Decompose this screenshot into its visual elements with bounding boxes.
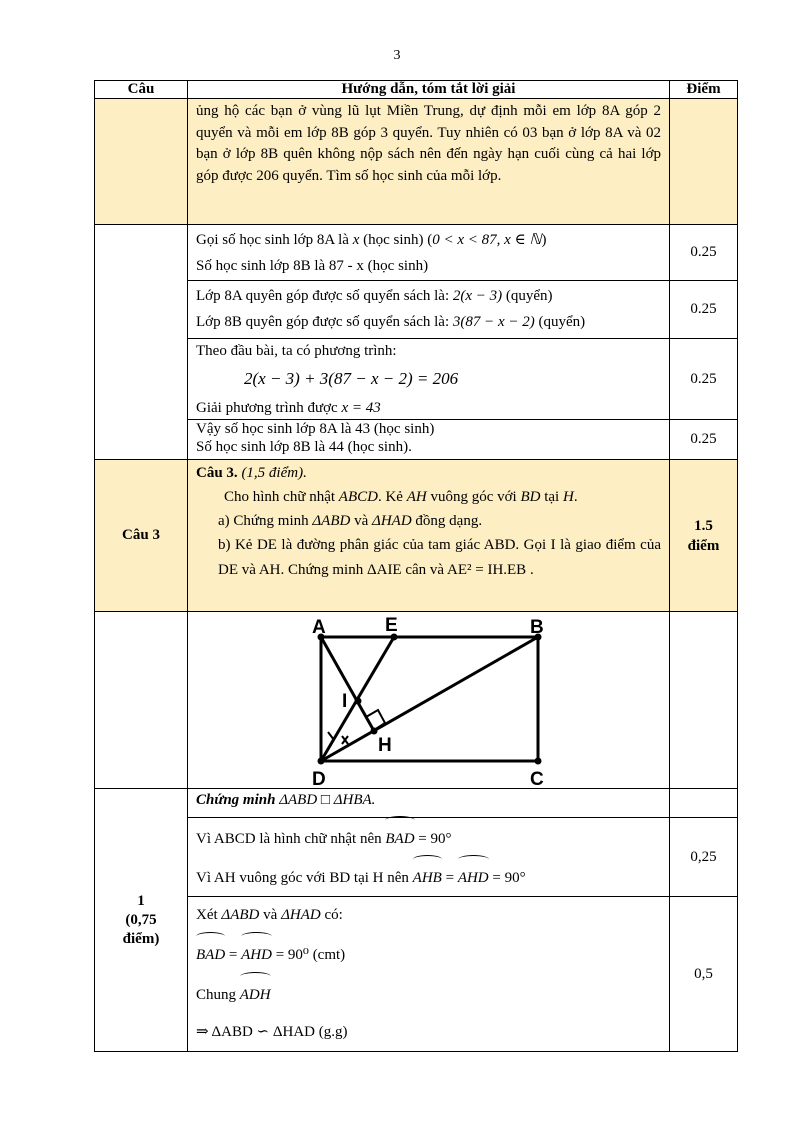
perpendicular-angle-line: Vì AH vuông góc với BD tại H nên AHB = AHD = 90° <box>196 857 661 896</box>
consider-triangles-line: Xét ΔABD và ΔHAD có: <box>196 907 343 923</box>
intro-text: ủng hộ các bạn ở vùng lũ lụt Miền Trung, dự định mỗi em lớp 8A góp 2 quyển và mỗi em lớp 8B góp 3 quyển. Tuy nhiên có 03 bạn ở lớp 8A và 02 bạn ở lớp 8B quên không nộp sách nên đến ngày hạn cuối cùng cả hai lớp góp được 206 quyển. Tìm số học sinh của mỗi lớp. <box>188 99 670 225</box>
point-d <box>318 758 325 765</box>
question-3-title: Câu 3. (1,5 điểm). <box>196 465 307 481</box>
common-angle-line: Chung ADH <box>196 974 661 1014</box>
books-8b-line: Lớp 8B quyên góp được số quyển sách là: 3(87 − x − 2) (quyển) <box>196 314 586 330</box>
part-1-step-a <box>95 818 738 897</box>
angle-tick-1 <box>328 732 334 740</box>
rectangle-angle-line: Vì ABCD là hình chữ nhật nên BAD = 90° <box>196 818 661 857</box>
equal-angles-line: BAD = AHD = 90⁰ (cmt) <box>196 934 661 974</box>
label-a: A <box>312 617 326 638</box>
solution-table <box>94 80 738 1052</box>
score-cell: 0,25 <box>670 818 738 897</box>
diagonal-bd <box>321 637 538 761</box>
label-e: E <box>385 615 398 636</box>
point-c <box>535 758 542 765</box>
equation: 2(x − 3) + 3(87 − x − 2) = 206 <box>244 369 459 388</box>
question-3-label: Câu 3 <box>95 460 188 612</box>
solution-row-4 <box>95 420 738 460</box>
score-cell: 0.25 <box>670 281 738 339</box>
question-3-statement: Cho hình chữ nhật ABCD. Kẻ AH vuông góc với BD tại H. <box>224 489 578 505</box>
equation-intro: Theo đầu bài, ta có phương trình: <box>196 343 397 359</box>
label-d: D <box>312 769 326 788</box>
point-i <box>355 698 362 705</box>
part-1-label: 1 (0,75 điểm) <box>95 789 188 1052</box>
question-3-part-a: a) Chứng minh ΔABD và ΔHAD đồng dạng. <box>218 513 483 529</box>
figure-row <box>95 612 738 789</box>
header-cau: Câu <box>95 81 188 99</box>
page-number: 3 <box>393 48 401 63</box>
header-huong-dan: Hướng dẫn, tóm tắt lời giải <box>188 81 670 99</box>
score-cell: 0.25 <box>670 225 738 281</box>
class-8b-line: Số học sinh lớp 8B là 87 - x (học sinh) <box>196 258 429 274</box>
label-i: I <box>342 691 348 712</box>
point-h <box>371 728 378 735</box>
let-variable-line: Gọi số học sinh lớp 8A là x (học sinh) (0 < x < 87, x ∈ ℕ) <box>196 232 547 248</box>
part-1-heading: Chứng minh ΔABD □ ΔHBA. <box>188 789 670 818</box>
header-diem: Điểm <box>670 81 738 99</box>
score-cell: 0,5 <box>670 897 738 1052</box>
equation-solution: Giải phương trình được x = 43 <box>196 400 381 416</box>
solution-row-2 <box>95 281 738 339</box>
answer-8b: Số học sinh lớp 8B là 44 (học sinh). <box>196 439 412 455</box>
solution-row-1 <box>95 225 738 281</box>
score-cell: 0.25 <box>670 339 738 420</box>
question-3-part-b: b) Kẻ DE là đường phân giác của tam giác ABD. Gọi I là giao điểm của DE và AH. Chứng minh ΔAIE cân và AE² = IH.EB . <box>218 537 661 578</box>
part-1-step-b <box>95 897 738 1052</box>
answer-8a: Vậy số học sinh lớp 8A là 43 (học sinh) <box>196 421 435 437</box>
question-3-score: 1.5 điểm <box>670 460 738 612</box>
table-header <box>95 81 738 99</box>
geometry-figure <box>188 612 670 788</box>
label-b: B <box>530 617 544 638</box>
label-c: C <box>530 769 544 788</box>
label-h: H <box>378 735 392 756</box>
solution-row-3 <box>95 339 738 420</box>
part-1-heading-row <box>95 789 738 818</box>
books-8a-line: Lớp 8A quyên góp được số quyển sách là: 2(x − 3) (quyển) <box>196 288 553 304</box>
score-cell: 0.25 <box>670 420 738 460</box>
question-3-row <box>95 460 738 612</box>
intro-row <box>95 99 738 225</box>
conclusion-line: ⇒ ΔABD ∽ ΔHAD (g.g) <box>196 1024 348 1040</box>
